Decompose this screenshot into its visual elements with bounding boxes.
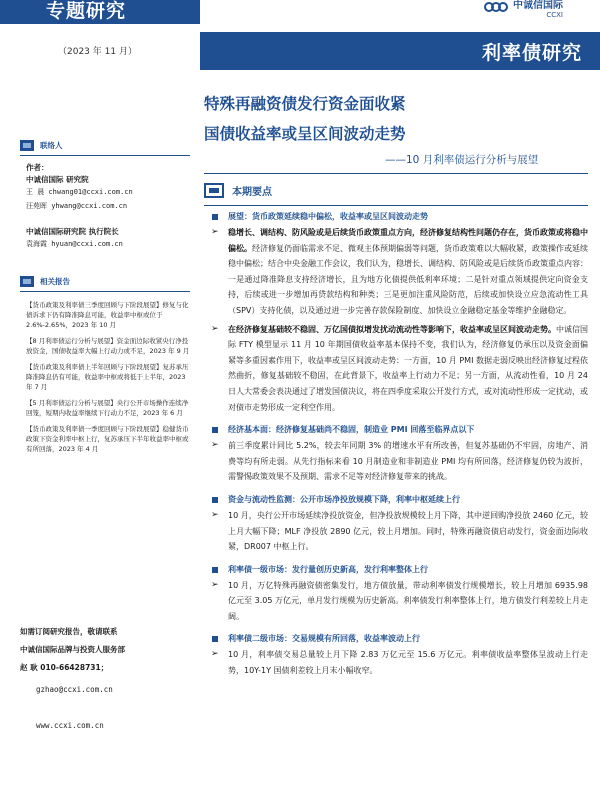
arrow-bullet-icon: ➢ xyxy=(211,509,219,520)
section-heading: 经济基本面：经济修复基础尚不稳固，制造业 PMI 回落至临界点以下 xyxy=(228,425,475,435)
website-link[interactable]: www.ccxi.com.cn xyxy=(36,721,104,730)
logo-abbr: CCXI xyxy=(546,11,563,19)
paragraph: ➢ 10 月，央行公开市场延续净投放资金，但净投放规模较上月下降，其中逆回购净投放 2460 亿元，较上月大幅下降；MLF 净投放 2890 亿元，较上月增加。同时，特殊再融资债启动发行，资金面边际收紧，DR007 中枢上行。 xyxy=(211,509,588,552)
author-2: 汪苑晖 yhwang@ccxi.com.cn xyxy=(26,202,128,210)
related-report-link[interactable]: 【货币政策及利率债上半年回顾与下阶段展望】复苏承压降准降息仍有可能，收益率中枢或将低于上半年，2023 年 7 月 xyxy=(26,363,189,391)
square-bullet-icon xyxy=(212,636,218,642)
arrow-bullet-icon: ➢ xyxy=(211,649,219,660)
logo-rings-icon xyxy=(484,0,510,18)
summary-divider xyxy=(204,205,588,206)
logo xyxy=(484,0,563,19)
side-divider xyxy=(20,155,190,156)
main-title-line2: 国债收益率或呈区间波动走势 xyxy=(204,125,406,143)
report-icon xyxy=(20,276,34,287)
main-title-line1: 特殊再融资债发行资金面收紧 xyxy=(204,95,406,113)
related-report-link[interactable]: 【8 月利率债运行分析与展望】资金面边际收紧央行净投放资金，国债收益率大幅上行动力或不足，2023 年 9 月 xyxy=(26,337,190,355)
square-bullet-icon xyxy=(212,497,218,503)
section-heading: 利率债二级市场：交易规模有所回落，收益率波动上行 xyxy=(228,634,420,644)
square-bullet-icon xyxy=(212,214,218,220)
paragraph: ➢ 前三季度累计同比 5.2%，较去年同期 3% 的增速水平有所改善，但复苏基础仍不牢固，房地产、消费等均有所走弱。从先行指标来看 10 月制造业和非制造业 PMI 均有所回落，经济修复仍较为波折，需警惕政策效果不及预期、需求不足等对经济修复带来的挑战。 xyxy=(211,440,588,482)
related-heading: 相关报告 xyxy=(20,276,70,287)
arrow-bullet-icon: ➢ xyxy=(211,323,219,334)
section-outlook xyxy=(204,210,588,415)
paragraph: ➢ 10 月，利率债交易总量较上月下降 2.83 万亿元至 15.6 万亿元。利率债收益率整体呈波动上行走势，10Y-1Y 国债利差较上月末小幅收窄。 xyxy=(211,649,588,676)
subscribe-line1: 如需订阅研究报告，敬请联系 xyxy=(20,627,118,636)
summary-content xyxy=(204,210,588,682)
contact-heading: 联络人 xyxy=(20,140,63,151)
summary-heading: 本期要点 xyxy=(204,183,272,198)
arrow-bullet-icon: ➢ xyxy=(211,579,219,590)
author-label: 作者： xyxy=(26,163,49,172)
related-report-link[interactable]: 【货币政策及利率债一季度回顾与下阶段展望】稳健货币政策下资金利率中枢上行，复苏承压下半年收益率中枢或有所回落，2023 年 4 月 xyxy=(26,425,189,453)
subscribe-contact: 赵 耿 010-66428731； xyxy=(20,663,109,672)
report-type: 专题研究 xyxy=(46,0,127,22)
section-heading: 利率债一级市场：发行量创历史新高，发行利率整体上行 xyxy=(228,564,428,574)
paragraph: ➢ 在经济修复基础较不稳固、万亿国债拟增发扰动流动性等影响下，收益率或呈区间波动走势。中诚信国际 FTY 模型显示 11 月 10 年期国债收益率基本保持不变，我们认为，经济修复仍承压以及资金面偏紧等多重因素作用下，收益率或呈区间波动走势：一方面，10 月 PMI 数据走弱反映出经济修复过程依然曲折，修复基础较不稳固，在此背景下，收益率上行动力不足；另一方面，从流动性看，10 月 24 日人大常委会表决通过了增发国债决议，将在四季度采取公开发行方式，或对流动性形成一定扰动，或对债市走势形成一定利空作用。 xyxy=(211,323,588,412)
arrow-bullet-icon: ➢ xyxy=(211,440,219,451)
logo-name: 中诚信国际 xyxy=(513,0,563,11)
series-title: 利率债研究 xyxy=(481,42,582,64)
subtitle: ——10 月利率债运行分析与展望 xyxy=(385,154,539,166)
related-reports-list xyxy=(20,300,190,460)
arrow-bullet-icon: ➢ xyxy=(211,227,219,237)
paragraph: ➢ 10 月，万亿特殊再融资债密集发行，地方债放量，带动利率债发行规模增长，较上月增加 6935.98 亿元至 3.05 万亿元，单月发行规模为历史新高。利率债发行利率整体上行，地方债发行利差较上月走阔。 xyxy=(211,579,588,621)
book-icon xyxy=(204,183,224,198)
contact-icon xyxy=(20,140,34,151)
author-1: 王 晨 chwang01@ccxi.com.cn xyxy=(26,188,133,196)
section-fundamentals xyxy=(204,423,588,485)
report-date: （2023 年 11 月） xyxy=(58,47,137,57)
related-report-link[interactable]: 【5 月利率债运行分析与展望】央行公开市场操作连续净回笼，短期内收益率继续下行动力不足，2023 年 6 月 xyxy=(26,399,189,417)
subscribe-line2: 中诚信国际品牌与投资人服务部 xyxy=(20,645,125,654)
paragraph: ➢ 稳增长、调结构、防风险或是后续货币政策重点方向，经济修复结构性问题仍存在，货币政策或将稳中偏松。经济修复仍面临需求不足、微观主体预期偏弱等问题，货币政策难以大幅收紧，政策操作或延续稳中偏松；结合中央金融工作会议，我们认为，稳增长、调结构、防风险或是后续货币政策重点内容：一是通过降准降息支持经济增长，且为地方化债提供低利率环境；二是针对重点领域提供定向资金支持，后续或进一步增加再贷款结构和种类；三是更加注重风险防范，后续或加快设立应急流动性工具（SPV）支持化债，以及通过进一步完善存款保险制度、加快设立金融稳定基金等维护金融稳定。 xyxy=(211,227,588,315)
section-heading: 展望：货币政策延续稳中偏松，收益率或呈区间波动走势 xyxy=(228,212,428,221)
square-bullet-icon xyxy=(212,427,218,433)
side-divider xyxy=(20,291,190,292)
subscribe-email[interactable]: gzhao@ccxi.com.cn xyxy=(36,685,113,694)
author-3: 袁海霞 hyuan@ccxi.com.cn xyxy=(26,240,123,248)
section-heading: 资金与流动性监测：公开市场净投放规模下降，利率中枢延续上行 xyxy=(228,494,460,504)
related-report-link[interactable]: 【货币政策及利率债三季度回顾与下阶段展望】修复与化债诉求下仍有降准降息可能，收益率中枢或位于 2.6%-2.65%，2023 年 10 月 xyxy=(26,301,189,329)
section-liquidity xyxy=(204,493,588,555)
square-bullet-icon xyxy=(212,567,218,573)
section-secondary-market xyxy=(204,632,588,678)
author-dept: 中诚信国际 研究院 xyxy=(26,175,89,184)
section-primary-market xyxy=(204,563,588,625)
title-divider xyxy=(204,173,588,174)
author-dept-2: 中诚信国际研究院 执行院长 xyxy=(26,227,119,236)
